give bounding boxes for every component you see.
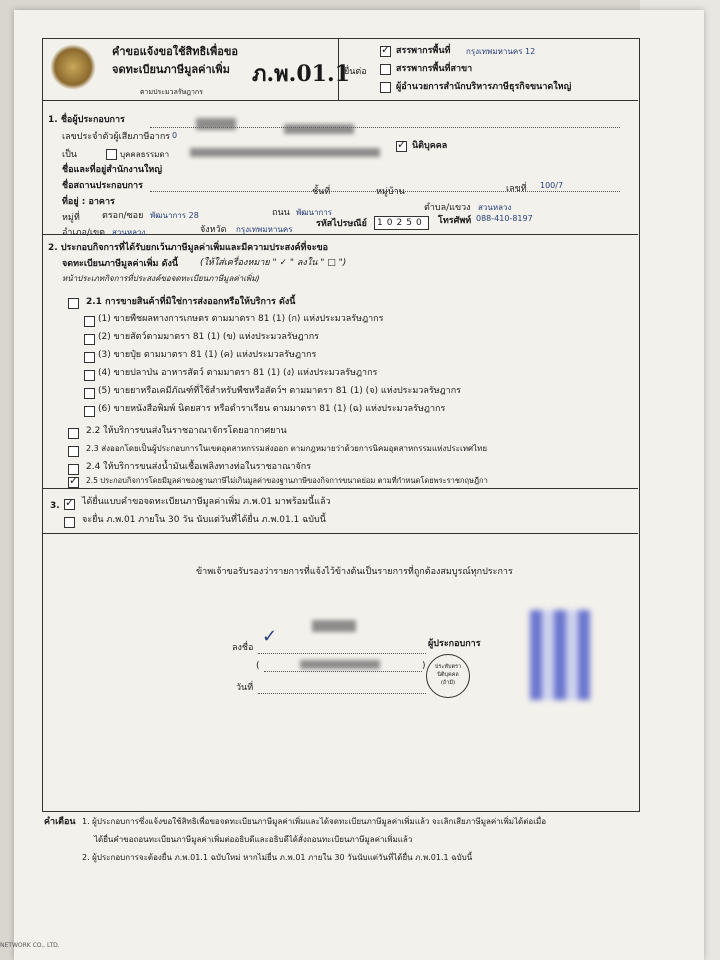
road-label: ถนน [272, 208, 290, 218]
province-value: กรุงเทพมหานคร [236, 225, 293, 234]
office-area-label: สรรพากรพื้นที่ [396, 46, 451, 56]
juristic-checkbox[interactable] [396, 141, 407, 152]
postal-code-field[interactable] [374, 216, 429, 230]
number-value: 100/7 [540, 181, 564, 190]
sub-item-4-label: (4) ขายปลาป่น อาหารสัตว์ ตามมาตรา 81 (1) (ง) แห่งประมวลรัษฎากร [98, 368, 378, 378]
moo-label: หมู่ที่ [62, 213, 80, 223]
section2-subheading: หน้าประเภทกิจการที่ประสงค์ขอจดทะเบียนภาษีมูลค่าเพิ่ม) [62, 274, 260, 283]
section2-instruction: (ให้ใส่เครื่องหมาย " ✓ " ลงใน " □ ") [200, 258, 347, 268]
postal-digit: 5 [406, 218, 416, 228]
form-code: ภ.พ.01.1 [252, 61, 350, 87]
sub-item-5-label: (5) ขายยาหรือเคมีภัณฑ์ที่ใช้สำหรับพืชหรือสัตว์ฯ ตามมาตรา 81 (1) (จ) แห่งประมวลรัษฎากร [98, 386, 461, 396]
name-parenthesis-close: ) [422, 661, 426, 671]
redacted-name [196, 118, 236, 130]
postal-label: รหัสไปรษณีย์ [316, 219, 367, 229]
divider [42, 100, 638, 101]
postal-digit: 0 [386, 218, 397, 228]
juristic-label: นิติบุคคล [412, 141, 448, 151]
branch-office-label: สรรพากรพื้นที่สาขา [396, 64, 473, 74]
operator-label: ผู้ประกอบการ [428, 639, 481, 649]
divider [42, 533, 638, 534]
redacted-signature [312, 620, 356, 632]
sub-item-3-label: (3) ขายปุ๋ย ตามมาตรา 81 (1) (ค) แห่งประมวลรัษฎากร [98, 350, 317, 360]
business-name-label: ชื่อสถานประกอบการ [62, 181, 143, 191]
stamp-text: นิติบุคคล [437, 672, 459, 678]
form-subtitle: ตามประมวลรัษฎากร [140, 88, 203, 96]
sign-label: ลงชื่อ [232, 643, 254, 653]
stamp-text: ประทับตรา [434, 664, 462, 670]
item-2-2-label: 2.2 ให้บริการขนส่งในราชอาณาจักรโดยอากาศยาน [86, 426, 287, 436]
postal-digit: 1 [377, 218, 387, 228]
sub-item-1-label: (1) ขายพืชผลทางการเกษตร ตามมาตรา 81 (1) (ก) แห่งประมวลรัษฎากร [98, 314, 384, 324]
subdistrict-value: สวนหลวง [478, 203, 512, 212]
soi-value: พัฒนาการ 28 [150, 211, 199, 220]
will-submit-pp01-checkbox[interactable] [64, 517, 75, 528]
soi-label: ตรอก/ซอย [102, 211, 144, 221]
form-title-line2: จดทะเบียนภาษีมูลค่าเพิ่ม [112, 63, 230, 76]
printed-name-line [264, 670, 422, 672]
office-area-value: กรุงเทพมหานคร 12 [466, 47, 536, 56]
redacted-tax-id [284, 124, 354, 134]
office-area-checkbox[interactable] [380, 46, 391, 57]
form-title: คำขอแจ้งขอใช้สิทธิเพื่อขอ [112, 45, 238, 58]
sub-item-2-label: (2) ขายสัตว์ตามมาตรา 81 (1) (ข) แห่งประมวลรัษฎากร [98, 332, 320, 342]
subdistrict-label: ตำบล/แขวง [424, 203, 471, 213]
submitted-pp01-label: ได้ยื่นแบบคำขอจดทะเบียนภาษีมูลค่าเพิ่ม ภ.พ.01 มาพร้อมนี้แล้ว [82, 497, 331, 507]
certification-statement: ข้าพเจ้าขอรับรองว่ารายการที่แจ้งไว้ข้างต้นเป็นรายการที่ถูกต้องสมบูรณ์ทุกประการ [196, 567, 513, 577]
item-2-1-checkbox[interactable] [68, 298, 79, 309]
warning-2: 2. ผู้ประกอบการจะต้องยื่น ภ.พ.01.1 ฉบับใหม่ หากไม่ยื่น ภ.พ.01 ภายใน 30 วันนับแต่วันที่ได้ยื่น ภ.พ.01.1 ฉบับนี้ [82, 853, 473, 862]
item-2-2-checkbox[interactable] [68, 428, 79, 439]
section2-heading-line2: จดทะเบียนภาษีมูลค่าเพิ่ม ดังนี้ [62, 259, 179, 269]
postal-digit: 0 [415, 218, 426, 228]
item-2-5-label: 2.5 ประกอบกิจการโดยมีมูลค่าของฐานภาษีไม่เกินมูลค่าของฐานภาษีของกิจการขนาดย่อม ตามที่กำหนดโดยพระราชกฤษฎีกา [86, 476, 488, 485]
divider [42, 488, 638, 489]
office-name-label: ชื่อและที่อยู่สำนักงานใหญ่ [62, 165, 163, 175]
warning-1-line2: ได้ยื่นคำขอถอนทะเบียนภาษีมูลค่าเพิ่มต่ออธิบดีและอธิบดีได้สั่งถอนทะเบียนภาษีมูลค่าเพิ่มแล้ว [94, 835, 413, 844]
signature-line [258, 652, 426, 654]
stamp-text: (ถ้ามี) [440, 680, 456, 686]
sub-item-2-checkbox[interactable] [84, 334, 95, 345]
warning-1: 1. ผู้ประกอบการซึ่งแจ้งขอใช้สิทธิเพื่อขอจดทะเบียนภาษีมูลค่าเพิ่มและได้จดทะเบียนภาษีมูลค่าเพิ่มแล้ว จะเลิกเสียภาษีมูลค่าเพิ่มได้ต่อเมื่อ [82, 817, 547, 826]
sub-item-6-checkbox[interactable] [84, 406, 95, 417]
phone-label: โทรศัพท์ [438, 216, 472, 226]
number-label: เลขที่ [506, 184, 527, 194]
sub-item-4-checkbox[interactable] [84, 370, 95, 381]
person-label: บุคคลธรรมดา [120, 150, 170, 159]
section1-heading: 1. ชื่อผู้ประกอบการ [48, 115, 125, 125]
company-seal-placeholder [426, 654, 470, 698]
item-2-5-checkbox[interactable] [68, 477, 79, 488]
sub-item-6-label: (6) ขายหนังสือพิมพ์ นิตยสาร หรือตำราเรียน ตามมาตรา 81 (1) (ฉ) แห่งประมวลรัษฎากร [98, 404, 446, 414]
phone-value: 088-410-8197 [476, 214, 533, 223]
section3-number: 3. [50, 501, 60, 511]
district-label: อำเภอ/เขต [62, 228, 105, 238]
garuda-emblem-icon [50, 44, 96, 90]
sub-item-3-checkbox[interactable] [84, 352, 95, 363]
branch-office-checkbox[interactable] [380, 64, 391, 75]
item-2-3-label: 2.3 ส่งออกโดยเป็นผู้ประกอบการในเขตอุตสาหกรรมส่งออก ตามกฎหมายว่าด้วยการนิคมอุตสาหกรรมแห่งประเทศไทย [86, 444, 488, 453]
large-business-label: ผู้อำนวยการสำนักบริหารภาษีธุรกิจขนาดใหญ่ [396, 82, 572, 92]
person-checkbox[interactable] [106, 149, 117, 160]
tax-id-label: เลขประจำตัวผู้เสียภาษีอากร [62, 132, 171, 142]
name-parenthesis-open: ( [256, 661, 260, 671]
redacted-text [190, 148, 380, 157]
printer-footer: NETWORK CO., LTD. [0, 942, 60, 949]
item-2-3-checkbox[interactable] [68, 446, 79, 457]
sub-item-5-checkbox[interactable] [84, 388, 95, 399]
warning-label: คำเตือน [44, 817, 76, 827]
district-value: สวนหลวง [112, 228, 146, 237]
signature-mark: ✓ [262, 626, 278, 647]
sub-item-1-checkbox[interactable] [84, 316, 95, 327]
item-2-1-label: 2.1 การขายสินค้าที่มิใช่การส่งออกหรือให้บริการ ดังนี้ [86, 297, 296, 307]
section2-heading: 2. ประกอบกิจการที่ได้รับยกเว้นภาษีมูลค่าเพิ่มและมีความประสงค์ที่จะขอ [48, 243, 329, 253]
redacted-printed-name [300, 660, 380, 669]
submit-at-label: ยื่นต่อ [344, 67, 367, 77]
redacted-qr-code [530, 610, 590, 700]
province-label: จังหวัด [200, 225, 227, 235]
will-submit-pp01-label: จะยื่น ภ.พ.01 ภายใน 30 วัน นับแต่วันที่ได้ยื่น ภ.พ.01.1 ฉบับนี้ [82, 515, 326, 525]
address-label: ที่อยู่ : อาคาร [62, 197, 115, 207]
village-label: หมู่บ้าน [376, 187, 405, 197]
road-value: พัฒนาการ [296, 208, 333, 217]
is-label: เป็น [62, 150, 77, 160]
item-2-4-label: 2.4 ให้บริการขนส่งน้ำมันเชื้อเพลิงทางท่อในราชอาณาจักร [86, 462, 312, 472]
submitted-pp01-checkbox[interactable] [64, 499, 75, 510]
date-line [258, 692, 426, 694]
postal-digit: 2 [396, 218, 407, 228]
tax-id-value: 0 [172, 131, 178, 140]
date-label: วันที่ [236, 683, 254, 693]
floor-label: ชั้นที่ [312, 187, 331, 197]
large-business-checkbox[interactable] [380, 82, 391, 93]
